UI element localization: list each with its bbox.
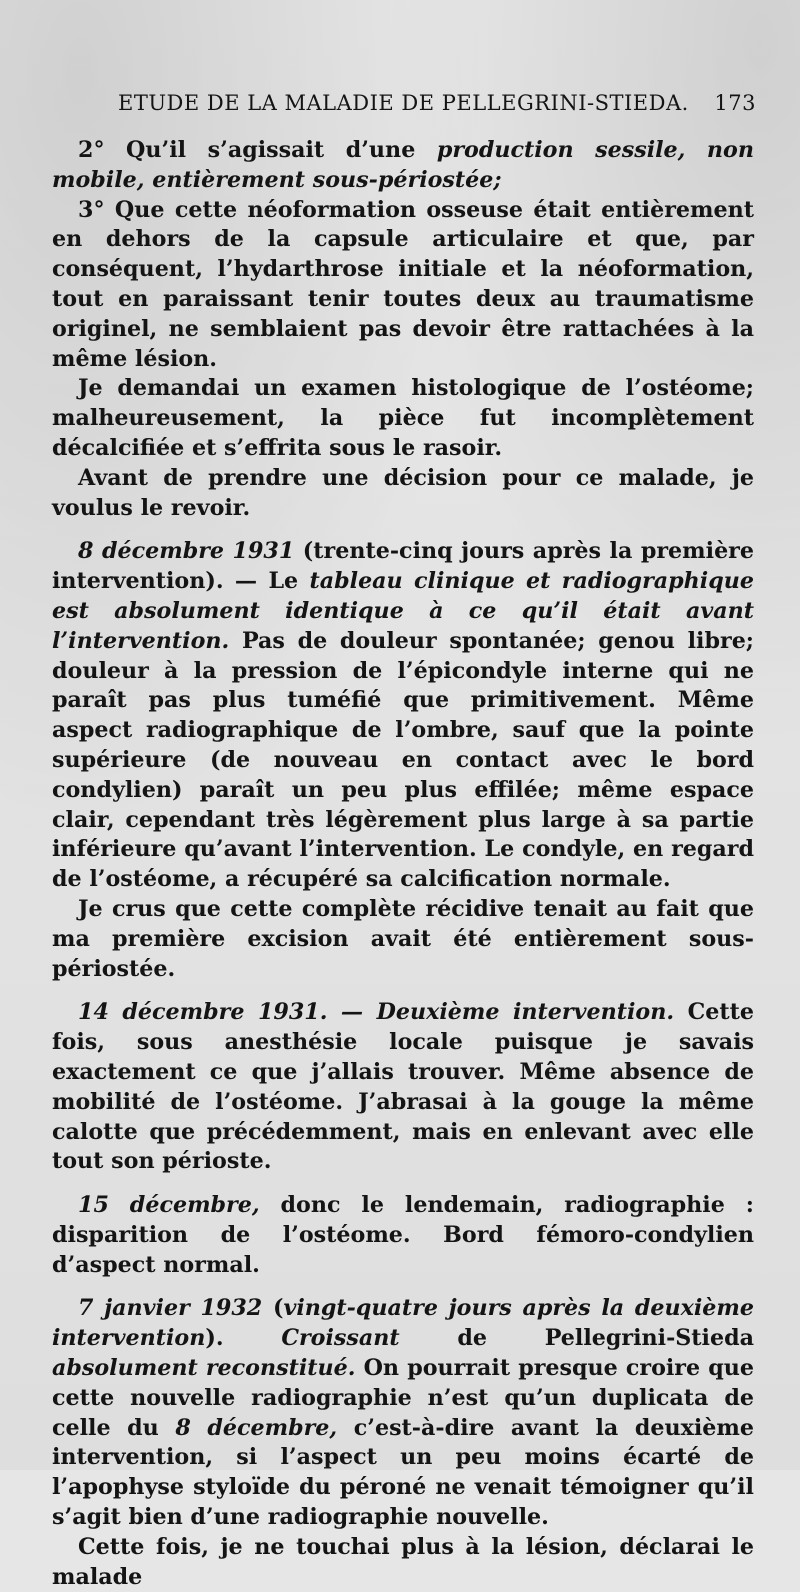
- paragraph-conclusion-3: 3° Que cette néoformation osseuse était entièrement en dehors de la capsule articulaire et que, par conséquent, l’hydarthrose initiale et la néoformation, tout en paraissant tenir toutes deux au traumatisme originel, ne semblaient pas devoir être rattachées à la même lésion.: [52, 196, 754, 372]
- date-run: 15 décembre,: [78, 1192, 260, 1219]
- page-number: 173: [714, 91, 756, 115]
- paragraph-recidive: Je crus que cette complète récidive tenait au fait que ma première excision avait été entièrement sous-périostée.: [52, 895, 754, 982]
- paragraph-conclusion-2: [52, 136, 754, 196]
- text-run: (: [262, 1295, 284, 1322]
- italic-run: tableau clinique et radiographique est absolument identique à ce qu’il était avant l’intervention.: [52, 568, 754, 654]
- text-run: ).: [205, 1325, 282, 1352]
- running-title: ETUDE DE LA MALADIE DE PELLEGRINI-STIEDA.: [118, 91, 689, 115]
- text-run: de Pellegrini-Stieda: [399, 1325, 754, 1352]
- paragraph-histology: Je demandai un examen histologique de l’ostéome; malheureusement, la pièce fut incomplètement décalcifiée et s’effrita sous le rasoir.: [52, 375, 754, 461]
- text-run: (trente-cinq jours après la première intervention). — Le: [52, 538, 754, 595]
- paragraph-final: Cette fois, je ne touchai plus à la lésion, déclarai le malade: [52, 1533, 754, 1590]
- paragraph-decision: Avant de prendre une décision pour ce malade, je voulus le revoir.: [52, 464, 754, 521]
- text-run: c’est-à-dire avant la deuxième intervention, si l’aspect un peu moins écarté de l’apophyse styloïde du péroné ne venait témoigner qu’il s’agit bien d’une radiographie nouvelle.: [52, 1414, 754, 1531]
- italic-run: 8 décembre,: [175, 1414, 338, 1441]
- italic-run: Croissant: [281, 1325, 400, 1352]
- date-run: 8 décembre 1931: [78, 538, 295, 565]
- text-run: 2° Qu’il s’agissait d’une: [78, 137, 437, 163]
- italic-run: vingt-quatre jours après la deuxième intervention: [52, 1295, 754, 1352]
- body-text: [52, 136, 754, 1592]
- date-run: 14 décembre 1931. — Deuxième intervention.: [78, 999, 675, 1026]
- italic-run: absolument reconstitué.: [52, 1355, 356, 1382]
- paragraph-14-decembre: [52, 998, 754, 1177]
- text-run: donc le lendemain, radiographie : disparition de l’ostéome. Bord fémoro-condylien d’aspect normal.: [52, 1192, 754, 1278]
- text-run: Cette fois, sous anesthésie locale puisque je savais exactement ce que j’allais trouver. Même absence de mobilité de l’ostéome. J’abrasai à la gouge la même calotte que précédemment, mais en enlevant avec elle tout son périoste.: [52, 999, 754, 1175]
- italic-run: production sessile, non mobile, entièrement sous-périostée;: [52, 137, 754, 193]
- paragraph-15-decembre: [52, 1191, 754, 1280]
- text-run: Pas de douleur spontanée; genou libre; douleur à la pression de l’épicondyle interne qui ne paraît pas plus tuméfié que primitivement. Même aspect radiographique de l’ombre, sauf que la pointe supérieure (de nouveau en contact avec le bord condylien) paraît un peu plus effilée; même espace clair, cependant très légèrement plus large à sa partie inférieure qu’avant l’intervention. Le condyle, en regard de l’ostéome, a récupéré sa calcification normale.: [52, 627, 754, 893]
- paragraph-7-janvier: [52, 1294, 754, 1532]
- date-run: 7 janvier 1932: [78, 1295, 263, 1322]
- text-run: On pourrait presque croire que cette nouvelle radiographie n’est qu’un duplicata de celle du: [52, 1355, 755, 1441]
- paragraph-8-decembre: [52, 537, 754, 895]
